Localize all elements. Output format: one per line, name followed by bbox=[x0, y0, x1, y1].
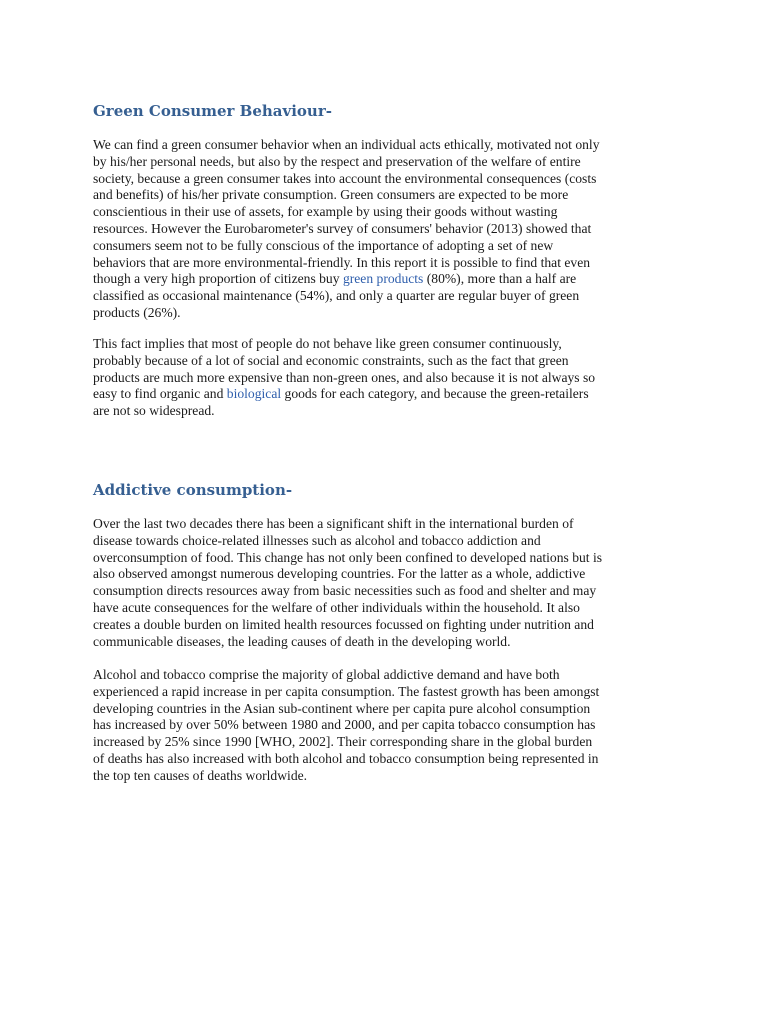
text-line: the top ten causes of deaths worldwide. bbox=[93, 767, 308, 783]
text-line: have acute consequences for the welfare of other individuals within the household. It also bbox=[93, 599, 580, 615]
text-line: products (26%). bbox=[93, 304, 181, 320]
text-line: probably because of a lot of social and economic constraints, such as the fact that green bbox=[93, 352, 569, 368]
text-line: consumption directs resources away from basic necessities such as food and shelter and may bbox=[93, 583, 597, 599]
text-line: conscientious in their use of assets, for example by using their goods without wasting bbox=[93, 204, 558, 220]
text-line: classified as occasional maintenance (54%), and only a quarter are regular buyer of green bbox=[93, 288, 580, 304]
text-line: by his/her personal needs, but also by the respect and preservation of the welfare of entire bbox=[93, 153, 581, 169]
text-line: communicable diseases, the leading causes of death in the developing world. bbox=[93, 633, 511, 649]
text-line: creates a double burden on limited health resources focussed on fighting under nutrition and bbox=[93, 616, 594, 632]
text-line: Alcohol and tobacco comprise the majority of global addictive demand and have both bbox=[93, 667, 560, 682]
text-line bbox=[93, 386, 693, 403]
text-line: Over the last two decades there has been a significant shift in the international burden of bbox=[93, 516, 574, 531]
text-line: are not so widespread. bbox=[93, 403, 215, 419]
text-line: This fact implies that most of people do not behave like green consumer continuously, bbox=[93, 336, 562, 351]
text-line: has increased by over 50% between 1980 and 2000, and per capita tobacco consumption has bbox=[93, 717, 596, 733]
text-line: developing countries in the Asian sub-continent where per capita pure alcohol consumption bbox=[93, 700, 591, 716]
text-line: overconsumption of food. This change has not only been confined to developed nations but is bbox=[93, 549, 603, 565]
text-run: (80%), more than a half are bbox=[423, 271, 577, 287]
text-line: consumers seem not to be fully conscious of the importance of adopting a set of new bbox=[93, 237, 554, 253]
text-line: society, because a green consumer takes into account the environmental consequences (costs bbox=[93, 170, 597, 186]
paragraph-green-consumer-1 bbox=[93, 137, 693, 322]
text-line: disease towards choice-related illnesses such as alcohol and tobacco addiction and bbox=[93, 532, 541, 548]
text-line: experienced a rapid increase in per capita consumption. The fastest growth has been amongst bbox=[93, 683, 600, 699]
text-line: of deaths has also increased with both alcohol and tobacco consumption being represented in bbox=[93, 750, 599, 766]
text-line: also observed amongst numerous developing countries. For the latter as a whole, addictive bbox=[93, 566, 586, 582]
heading-addictive-consumption: Addictive consumption- bbox=[93, 481, 293, 499]
text-line bbox=[93, 271, 693, 288]
paragraph-addictive-1 bbox=[93, 516, 693, 650]
text-line: resources. However the Eurobarometer's survey of consumers' behavior (2013) showed that bbox=[93, 220, 592, 236]
text-run: though a very high proportion of citizens buy bbox=[93, 271, 343, 287]
text-run: goods for each category, and because the green-retailers bbox=[281, 386, 589, 402]
text-line: increased by 25% since 1990 [WHO, 2002]. Their corresponding share in the global burden bbox=[93, 734, 593, 750]
text-line: behaviors that are more environmental-friendly. In this report it is possible to find that even bbox=[93, 254, 591, 270]
inline-link[interactable]: biological bbox=[226, 386, 282, 402]
text-run: easy to find organic and bbox=[93, 386, 227, 402]
paragraph-green-consumer-2 bbox=[93, 336, 693, 420]
paragraph-addictive-2 bbox=[93, 667, 693, 785]
inline-link[interactable]: green products bbox=[342, 271, 424, 287]
text-line: and benefits) of his/her private consumption. Green consumers are expected to be more bbox=[93, 187, 569, 203]
text-line: products are much more expensive than non-green ones, and also because it is not always so bbox=[93, 369, 596, 385]
text-line: We can find a green consumer behavior when an individual acts ethically, motivated not only bbox=[93, 137, 600, 152]
heading-green-consumer-behaviour: Green Consumer Behaviour- bbox=[93, 102, 332, 120]
